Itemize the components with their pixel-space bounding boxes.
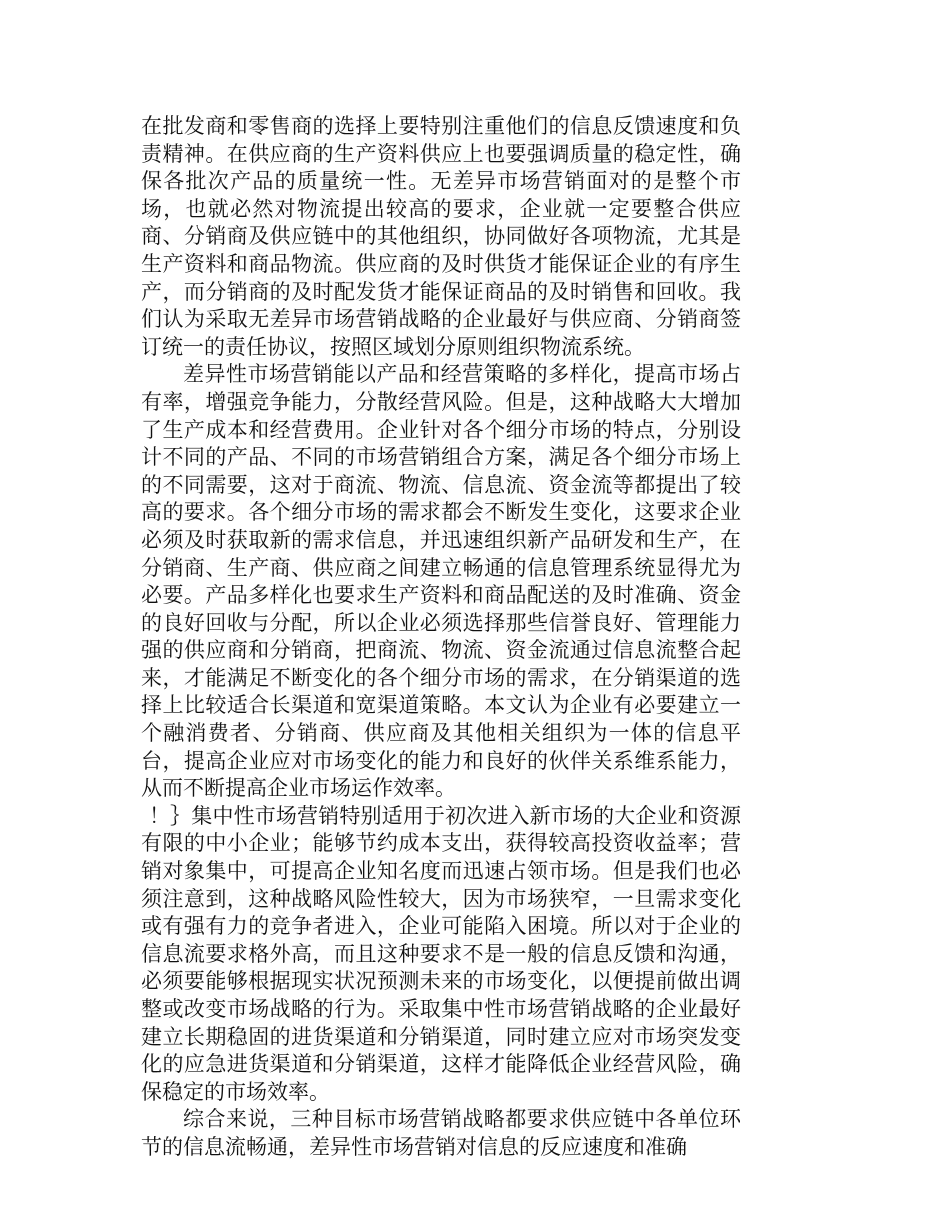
paragraph-undifferentiated-marketing: 在批发商和零售商的选择上要特别注重他们的信息反馈速度和负责精神。在供应商的生产资料供应上也要强调质量的稳定性，确保各批次产品的质量统一性。无差异市场营销面对的是整个市场，也就必然对物流提出较高的要求，企业就一定要整合供应商、分销商及供应链中的其他组织，协同做好各项物流，尤其是生产资料和商品物流。供应商的及时供货才能保证企业的有序生产，而分销商的及时配发货才能保证商品的及时销售和回收。我们认为采取无差异市场营销战略的企业最好与供应商、分销商签订统一的责任协议，按照区域划分原则组织物流系统。 (141, 114, 741, 359)
paragraph-differentiated-marketing: 差异性市场营销能以产品和经营策略的多样化，提高市场占有率，增强竞争能力，分散经营风险。但是，这种战略大大增加了生产成本和经营费用。企业针对各个细分市场的特点，分别设计不同的产品、不同的市场营销组合方案，满足各个细分市场上的不同需要，这对于商流、物流、信息流、资金流等都提出了较高的要求。各个细分市场的需求都会不断发生变化，这要求企业必须及时获取新的需求信息，并迅速组织新产品研发和生产，在分销商、生产商、供应商之间建立畅通的信息管理系统显得尤为必要。产品多样化也要求生产资料和商品配送的及时准确、资金的良好回收与分配，所以企业必须选择那些信誉良好、管理能力强的供应商和分销商，把商流、物流、资金流通过信息流整合起来，才能满足不断变化的各个细分市场的需求，在分销渠道的选择上比较适合长渠道和宽渠道策略。本文认为企业有必要建立一个融消费者、分销商、供应商及其他相关组织为一体的信息平台，提高企业应对市场变化的能力和良好的伙伴关系维系能力，从而不断提高企业市场运作效率。 (141, 362, 741, 801)
document-body (141, 113, 741, 1162)
paragraph-summary: 综合来说，三种目标市场营销战略都要求供应链中各单位环节的信息流畅通，差异性市场营销对信息的反应速度和准确 (141, 1107, 741, 1159)
paragraph-concentrated-marketing: ！｝集中性市场营销特别适用于初次进入新市场的大企业和资源有限的中小企业；能够节约成本支出，获得较高投资收益率；营销对象集中，可提高企业知名度而迅速占领市场。但是我们也必须注意到，这种战略风险性较大，因为市场狭窄，一旦需求变化或有强有力的竞争者进入，企业可能陷入困境。所以对于企业的信息流要求格外高，而且这种要求不是一般的信息反馈和沟通，必须要能够根据现实状况预测未来的市场变化，以便提前做出调整或改变市场战略的行为。采取集中性市场营销战略的企业最好建立长期稳固的进货渠道和分销渠道，同时建立应对市场突发变化的应急进货渠道和分销渠道，这样才能降低企业经营风险，确保稳定的市场效率。 (141, 803, 741, 1104)
